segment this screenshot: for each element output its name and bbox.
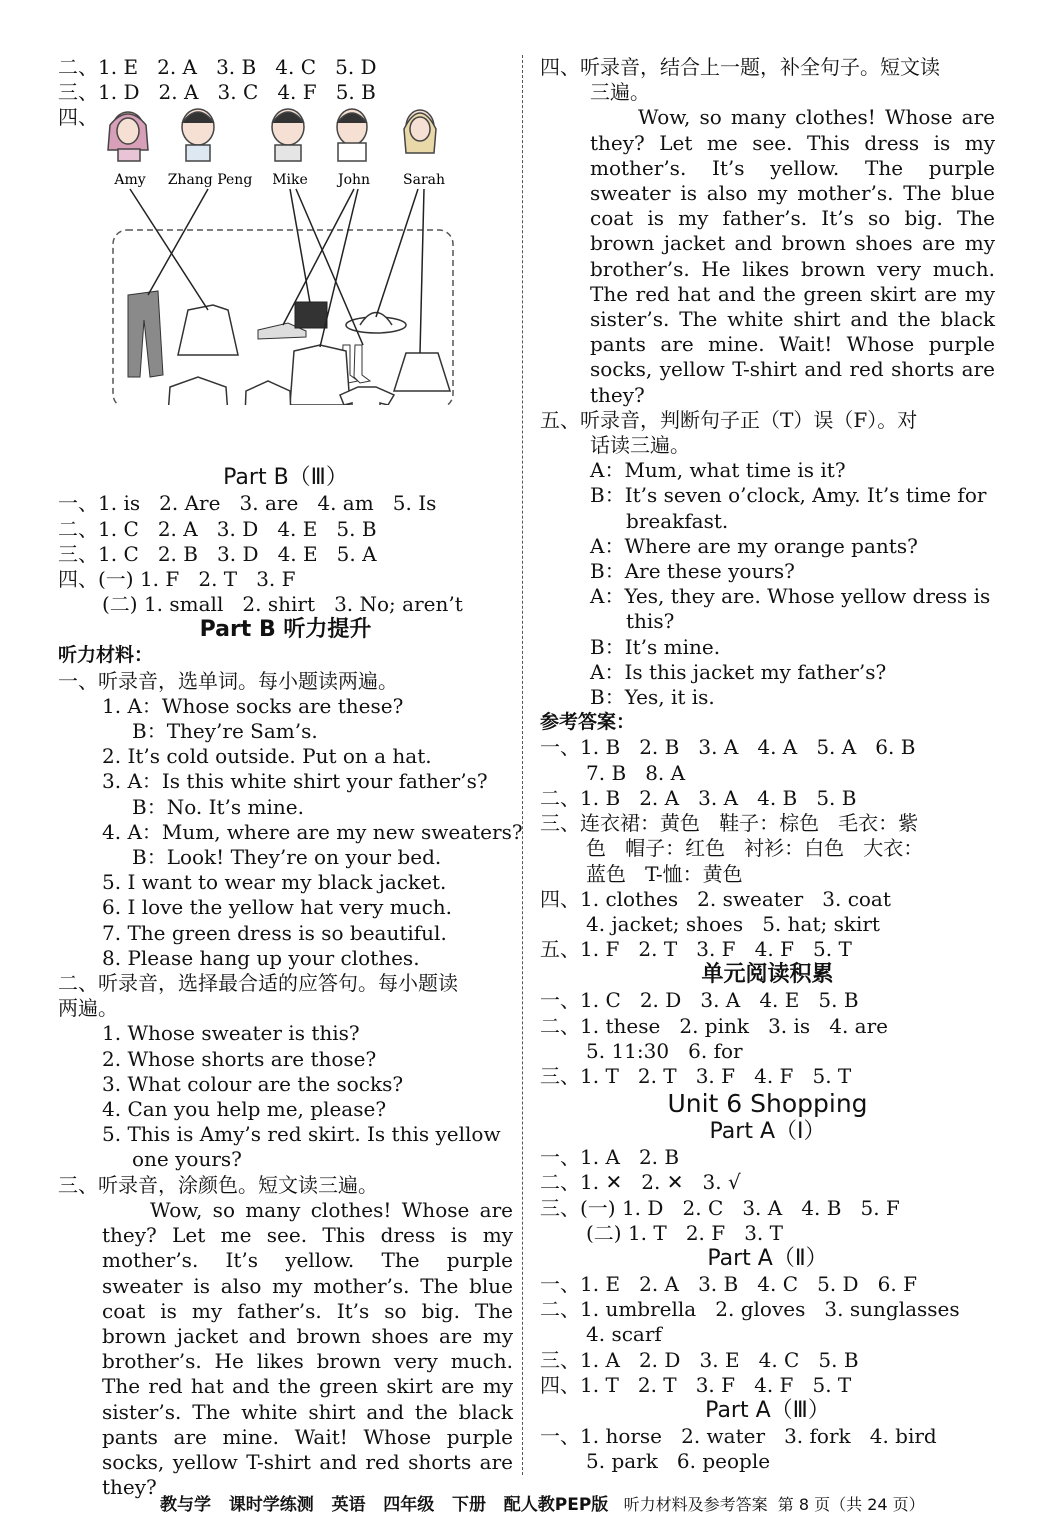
- name-amy: Amy: [114, 172, 146, 189]
- list-item: 3. A：Is this white shirt your father’s?: [102, 769, 488, 794]
- answer-line: 一、1. C 2. D 3. A 4. E 5. B: [540, 988, 859, 1013]
- section-title-reading: 单元阅读积累: [701, 962, 834, 988]
- matching-figure: [58, 105, 513, 405]
- answer-line: 三、连衣裙：黄色 鞋子：棕色 毛衣：紫: [540, 811, 919, 836]
- answer-line: 二、1. C 2. A 3. D 4. E 5. B: [58, 516, 377, 541]
- answer-line: 一、1. B 2. B 3. A 4. A 5. A 6. B: [540, 735, 916, 760]
- question-heading: 话读三遍。: [590, 433, 690, 458]
- list-item: 1. A：Whose socks are these?: [102, 693, 404, 718]
- answer-line: 7. B 8. A: [586, 760, 686, 785]
- answer-line: 一、1. E 2. A 3. B 4. C 5. D 6. F: [540, 1271, 917, 1296]
- answer-line: 四、1. clothes 2. sweater 3. coat: [540, 886, 891, 911]
- answer-line: 4. jacket; shoes 5. hat; skirt: [586, 911, 880, 936]
- name-zhang-peng: Zhang Peng: [167, 172, 253, 189]
- dialog-line: A：Where are my orange pants?: [590, 533, 918, 558]
- section-title-part-b3: Part B（Ⅲ）: [223, 465, 348, 491]
- answer-line: 5. park 6. people: [586, 1449, 771, 1474]
- question-heading: 五、听录音，判断句子正（T）误（F）。对: [540, 407, 918, 432]
- answer-line: 一、1. is 2. Are 3. are 4. am 5. Is: [58, 491, 437, 516]
- list-item: 5. I want to wear my black jacket.: [102, 870, 447, 895]
- left-column: [58, 55, 523, 1500]
- name-sarah: Sarah: [403, 172, 445, 189]
- question-heading: 四、听录音，结合上一题，补全句子。短文读: [540, 55, 940, 79]
- name-mike: Mike: [272, 172, 308, 189]
- answer-line: (二) 1. small 2. shirt 3. No; aren’t: [102, 592, 463, 617]
- question-heading: 三遍。: [590, 80, 650, 105]
- passage-text: Wow, so many clothes! Whose are they? Let me see. This dress is my mother’s. It’s yellow. The purple sweater is also my mother’s. The blue coat is my father’s. It’s so big. The brown jacket and brown shoes are my brother’s. He likes brown very much. The red hat and the green skirt are my sister’s. The white shirt and the black pants are mine. Wait! Whose purple socks, yellow T-shirt and red shorts are they?: [590, 105, 995, 407]
- answer-line: 四、(一) 1. F 2. T 3. F: [58, 567, 296, 592]
- list-item: B：Look! They’re on your bed.: [132, 845, 442, 870]
- person-zhang-peng-icon: [182, 109, 214, 161]
- answer-line: 三、1. T 2. T 3. F 4. F 5. T: [540, 1063, 852, 1088]
- section-title-part-a2: Part A（Ⅱ）: [707, 1245, 828, 1271]
- dialog-line: B：Are these yours?: [590, 559, 795, 584]
- section-title-part-a3: Part A（Ⅲ）: [705, 1397, 830, 1423]
- shorts-icon: [295, 302, 327, 328]
- question-heading: 一、听录音，选单词。每小题读两遍。: [58, 668, 398, 693]
- pants-icon: [128, 291, 163, 377]
- list-item: 4. A：Mum, where are my new sweaters?: [102, 819, 523, 844]
- answer-line: 一、1. A 2. B: [540, 1145, 680, 1170]
- answer-line: 二、1. E 2. A 3. B 4. C 5. D: [58, 55, 377, 79]
- dialog-line: A：Is this jacket my father’s?: [590, 659, 887, 684]
- dialog-line: A：Yes, they are. Whose yellow dress is: [590, 584, 991, 609]
- answer-line: 三、1. D 2. A 3. C 4. F 5. B: [58, 80, 376, 105]
- list-item: one yours?: [132, 1147, 242, 1172]
- answer-line: 四、: [58, 105, 98, 129]
- answer-line: 色 帽子：红色 衬衫：白色 大衣：: [586, 836, 924, 861]
- question-heading: 二、听录音，选择最合适的应答句。每小题读: [58, 971, 458, 996]
- person-sarah-icon: [404, 110, 436, 153]
- list-item: B：No. It’s mine.: [132, 794, 304, 819]
- person-john-icon: [337, 109, 367, 161]
- dialog-line: this?: [626, 609, 675, 634]
- list-item: 7. The green dress is so beautiful.: [102, 920, 447, 945]
- answer-line: 二、1. umbrella 2. gloves 3. sunglasses: [540, 1297, 960, 1322]
- list-item: 8. Please hang up your clothes.: [102, 945, 420, 970]
- skirt-icon: [394, 353, 450, 391]
- question-heading: 两遍。: [58, 996, 118, 1021]
- answer-line: 二、1. B 2. A 3. A 4. B 5. B: [540, 785, 857, 810]
- right-column: [540, 55, 995, 1474]
- dialog-line: breakfast.: [626, 508, 729, 533]
- question-heading: 三、听录音，涂颜色。短文读三遍。: [58, 1172, 378, 1197]
- matching-illustration: [58, 105, 513, 405]
- name-john: John: [337, 172, 371, 189]
- answer-line: (二) 1. T 2. F 3. T: [586, 1220, 783, 1245]
- shirt-icon: [244, 381, 292, 405]
- unit-title: Unit 6 Shopping: [667, 1089, 868, 1119]
- answers-label: 参考答案：: [540, 711, 636, 734]
- list-item: 4. Can you help me, please?: [102, 1097, 387, 1122]
- page-footer: [160, 1490, 925, 1515]
- footer-book: 教与学 课时学练测 英语 四年级 下册 配人教PEP版: [160, 1495, 609, 1515]
- list-item: 2. Whose shorts are those?: [102, 1046, 377, 1071]
- footer-page: 第 8 页（共 24 页）: [777, 1495, 925, 1514]
- answer-line: 五、1. F 2. T 3. F 4. F 5. T: [540, 937, 852, 962]
- section-title-listening: Part B 听力提升: [199, 617, 372, 643]
- dialog-line: A：Mum, what time is it?: [590, 458, 846, 483]
- dialog-line: B：Yes, it is.: [590, 685, 715, 710]
- list-item: 5. This is Amy’s red skirt. Is this yellow: [102, 1122, 501, 1147]
- dialog-line: B：It’s mine.: [590, 634, 721, 659]
- answer-line: 三、1. C 2. B 3. D 4. E 5. A: [58, 541, 377, 566]
- answer-line: 5. 11:30 6. for: [586, 1038, 743, 1063]
- answer-line: 4. scarf: [586, 1322, 662, 1347]
- answer-line: 二、1. ✕ 2. ✕ 3. √: [540, 1170, 741, 1195]
- section-title-part-a1: Part A（Ⅰ）: [709, 1119, 826, 1145]
- answer-line: 蓝色 T-恤：黄色: [586, 861, 743, 886]
- dress-icon: [178, 305, 238, 355]
- sweater-icon: [166, 377, 230, 405]
- list-item: 6. I love the yellow hat very much.: [102, 895, 453, 920]
- person-mike-icon: [272, 109, 304, 161]
- answer-line: 四、1. T 2. T 3. F 4. F 5. T: [540, 1372, 852, 1397]
- list-item: B：They’re Sam’s.: [132, 719, 318, 744]
- list-item: 3. What colour are the socks?: [102, 1071, 404, 1096]
- answer-line: 三、1. A 2. D 3. E 4. C 5. B: [540, 1347, 859, 1372]
- answer-line: 二、1. these 2. pink 3. is 4. are: [540, 1013, 889, 1038]
- answer-line: 三、(一) 1. D 2. C 3. A 4. B 5. F: [540, 1195, 900, 1220]
- footer-section: 听力材料及参考答案: [623, 1495, 768, 1514]
- list-item: 2. It’s cold outside. Put on a hat.: [102, 744, 432, 769]
- dialog-line: B：It’s seven o’clock, Amy. It’s time for: [590, 483, 987, 508]
- passage-text: Wow, so many clothes! Whose are they? Let me see. This dress is my mother’s. It’s yellow. The purple sweater is also my mother’s. The blue coat is my father’s. It’s so big. The brown jacket and brown shoes are my brother’s. He likes brown very much. The red hat and the green skirt are my sister’s. The white shirt and the black pants are mine. Wait! Whose purple socks, yellow T-shirt and red shorts are they?: [102, 1197, 513, 1500]
- person-amy-icon: [108, 112, 148, 161]
- answer-line: 一、1. horse 2. water 3. fork 4. bird: [540, 1423, 937, 1448]
- listening-label: 听力材料：: [58, 644, 154, 667]
- list-item: 1. Whose sweater is this?: [102, 1021, 360, 1046]
- column-divider: [522, 55, 523, 1475]
